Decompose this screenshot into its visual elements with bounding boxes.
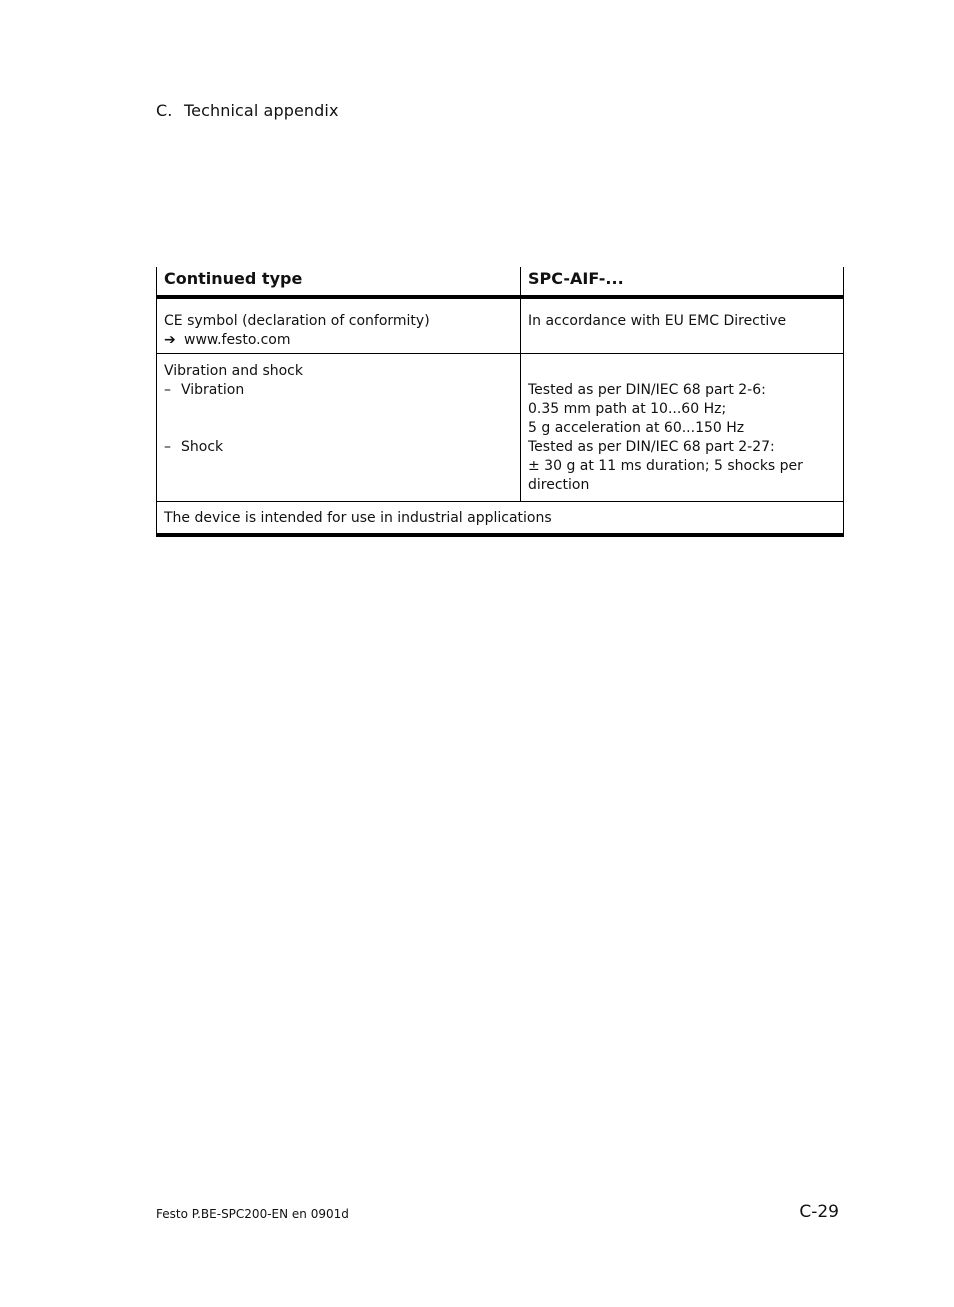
spacer <box>164 400 513 419</box>
usage-note: The device is intended for use in industrial applications <box>157 501 844 535</box>
table-row <box>157 501 844 535</box>
ce-label-cell <box>157 297 521 353</box>
vibration-value-line: Tested as per DIN/IEC 68 part 2-6: <box>528 381 766 398</box>
shock-value-line: Tested as per DIN/IEC 68 part 2-27: <box>528 438 775 455</box>
vibration-value-line: 0.35 mm path at 10...60 Hz; <box>528 400 727 417</box>
section-header <box>156 101 339 120</box>
ce-link-line <box>164 331 513 350</box>
festo-link[interactable]: www.festo.com <box>184 332 291 348</box>
column-header-type: Continued type <box>157 267 521 297</box>
table-row <box>157 297 844 353</box>
page-number: C-29 <box>799 1202 839 1222</box>
ce-value: In accordance with EU EMC Directive <box>528 313 787 329</box>
arrow-right-icon: ➔ <box>164 332 176 348</box>
dash: – <box>164 381 171 398</box>
vibration-text: Vibration <box>181 381 245 398</box>
table-header-row <box>157 267 844 297</box>
shock-value-line: direction <box>528 476 590 493</box>
spacer <box>164 419 513 438</box>
shock-sublabel <box>164 438 513 457</box>
ce-label: CE symbol (declaration of conformity) <box>164 313 430 329</box>
section-number: C. <box>156 101 173 120</box>
shock-value-line: ± 30 g at 11 ms duration; 5 shocks per <box>528 457 803 474</box>
dash: – <box>164 438 171 455</box>
vibration-value-line: 5 g acceleration at 60...150 Hz <box>528 419 745 436</box>
document-id: Festo P.BE-SPC200-EN en 0901d <box>156 1207 349 1221</box>
shock-text: Shock <box>181 438 224 455</box>
vibration-value-cell <box>521 353 844 501</box>
technical-data-table <box>156 267 844 537</box>
vibration-shock-label: Vibration and shock <box>164 362 303 379</box>
spacer <box>528 362 836 381</box>
table-row <box>157 353 844 501</box>
vibration-label-cell <box>157 353 521 501</box>
section-title: Technical appendix <box>184 101 339 120</box>
ce-value-cell <box>521 297 844 353</box>
column-header-model: SPC-AIF-... <box>521 267 844 297</box>
vibration-sublabel <box>164 381 513 400</box>
